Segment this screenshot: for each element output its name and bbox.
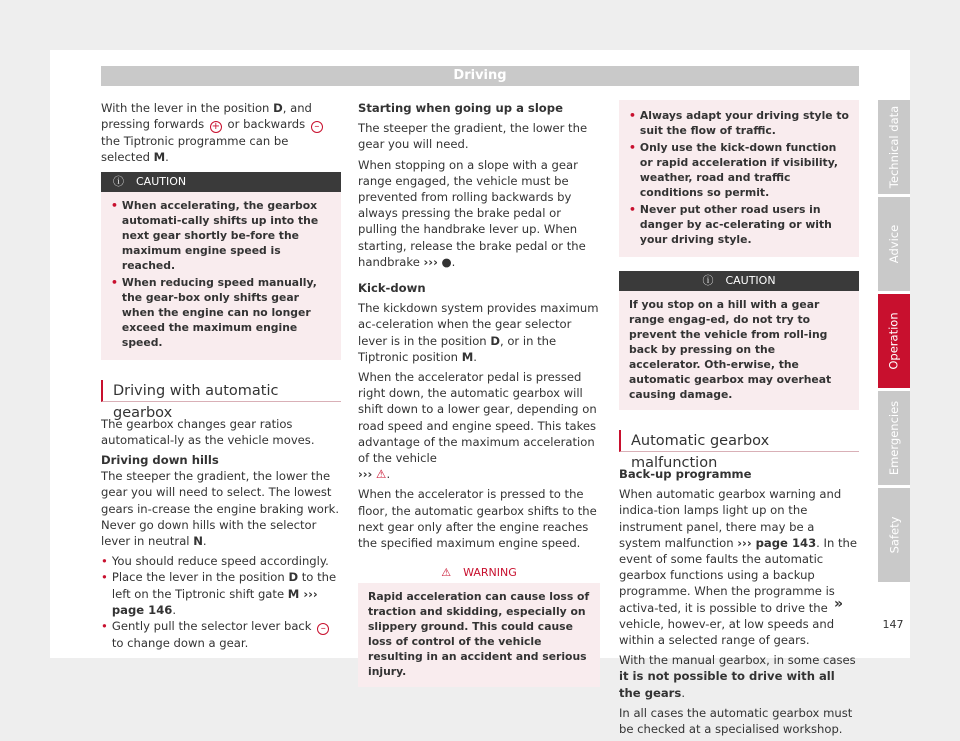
list-item: • Only use the kick-down function or rapid acceleration if visibility, weather, road and traffic conditions so permit. — [629, 141, 839, 199]
tab-advice[interactable]: Advice — [878, 197, 910, 291]
column-3: • Always adapt your driving style to suit the flow of traffic. • Only use the kick-down function or rapid acceleration if visibility, weather, road and traffic conditions so permit. • Never put other road users in danger by ac-celerating or with your driving style. ⓘ CAUTION If you stop on a hill with a gear range engag-ed, do not try to prevent the vehicle from roll-ing back by pressing on the accelerator. Oth-erwise, the automatic gearbox may overheat causing damage. Automatic gearbox malfunction Back-up programme When automatic gearbox warning and indica-tion lamps light up on the instrument panel, there may be a system malfunction ››› page 143. In the event of some faults the automatic gearbox functions using a backup programme. When the programme is activa-ted, it is possible to drive the vehicle, howev-er, at low speeds and within a selected range of gears. With the manual gearbox, in some cases it is not possible to drive with all the gears. In all cases the automatic gearbox must be checked at a specialised workshop. — [619, 100, 859, 741]
warning-box: ⚠ WARNING Rapid acceleration can cause loss of traction and skidding, especially on slippery ground. This could cause loss of control of the vehicle resulting in an accident and serious injury. — [358, 563, 600, 687]
column-1 — [101, 100, 341, 651]
tab-technical-data[interactable]: Technical data — [878, 100, 910, 194]
list-item: • When reducing speed manually, the gear-box only shifts gear when the engine can no longer exceed the maximum engine speed. — [111, 275, 317, 349]
warning-triangle-icon: ⚠ — [441, 566, 452, 580]
page-ref-link[interactable]: ››› page 143 — [737, 535, 817, 550]
warning-triangle-icon: ⚠ — [376, 467, 387, 482]
page-number: 147 — [882, 618, 904, 631]
warning-ref-icon: ● — [441, 254, 452, 269]
tab-operation[interactable]: Operation — [878, 294, 910, 388]
minus-icon: – — [317, 623, 329, 635]
section-title: Driving with automatic gearbox — [101, 380, 341, 402]
section-title: Automatic gearbox malfunction — [619, 430, 859, 452]
caution-icon: ⓘ — [702, 274, 714, 287]
list-item: • When accelerating, the gearbox automati-cally shifts up into the next gear shortly be-fore the maximum engine speed is reached. — [111, 198, 319, 272]
page-ref-link[interactable]: ››› page 146 — [111, 586, 318, 617]
list-item: • You should reduce speed accordingly. — [101, 554, 329, 569]
list-item: • Always adapt your driving style to suit the flow of traffic. — [629, 109, 849, 137]
list-item: • Never put other road users in danger by ac-celerating or with your driving style. — [629, 203, 832, 246]
caution-box: ⓘ CAUTION • When accelerating, the gearbox automati-cally shifts up into the next gear shortly be-fore the maximum engine speed is reached. • When reducing speed manually, the gear-box only shifts gear when the engine can no longer exceed the maximum engine speed. — [101, 172, 341, 360]
tab-safety[interactable]: Safety — [878, 488, 910, 582]
list-item: • Place the lever in the position D to the left on the Tiptronic shift gate M ››› page 146. — [101, 570, 337, 617]
chapter-tabs — [878, 100, 910, 585]
tab-emergencies[interactable]: Emergencies — [878, 391, 910, 485]
continue-icon: » — [834, 596, 844, 612]
minus-icon: – — [311, 121, 323, 133]
warning-continued-box — [619, 100, 859, 257]
caution-box: ⓘ CAUTION If you stop on a hill with a gear range engag-ed, do not try to prevent the vehicle from roll-ing back by pressing on the accelerator. Oth-erwise, the automatic gearbox may overheat causing damage. — [619, 271, 859, 410]
paragraph: The gearbox changes gear ratios automatical-ly as the vehicle moves. — [101, 416, 315, 447]
slope-block: Starting when going up a slope — [358, 101, 563, 115]
hills-block: Driving down hills The steeper the gradient, the lower the gear you will need to select. The lowest gears in-crease the engine braking work. Never go down hills with the selector lever in neutral N. — [101, 453, 340, 549]
caution-icon: ⓘ — [113, 174, 124, 188]
column-2: Starting when going up a slope The steeper the gradient, the lower the gear you will need. When stopping on a slope with a gear range engaged, the vehicle must be prevented from rolling backwards by always pressing the brake pedal or pulling the handbrake lever up. When starting, release the brake pedal or the handbrake ››› ●. Kick-down The kickdown system provides maximum ac-celeration when the gear selector lever is in the position D, or in the Tiptronic position M. When the accelerator pedal is pressed right down, the automatic gearbox will shift down to a lower gear, depending on road speed and engine speed. This takes advantage of the maximum acceleration of the vehicle ››› ⚠. When the accelerator is pressed to the floor, the automatic gearbox shifts to the next gear only after the engine reaches the specified maximum engine speed. ⚠ WARNING Rapid acceleration can cause loss of traction and skidding, especially on slippery ground. This could cause loss of control of the vehicle resulting in an accident and serious injury. — [358, 100, 600, 697]
list-item: • Gently pull the selector lever back – to change down a gear. — [101, 618, 341, 651]
plus-icon: + — [211, 121, 221, 133]
page-header: Driving — [101, 66, 859, 86]
intro-paragraph: With the lever in the position D, and pressing forwards + or backwards – the Tiptronic programme can be selected M. — [101, 100, 341, 166]
